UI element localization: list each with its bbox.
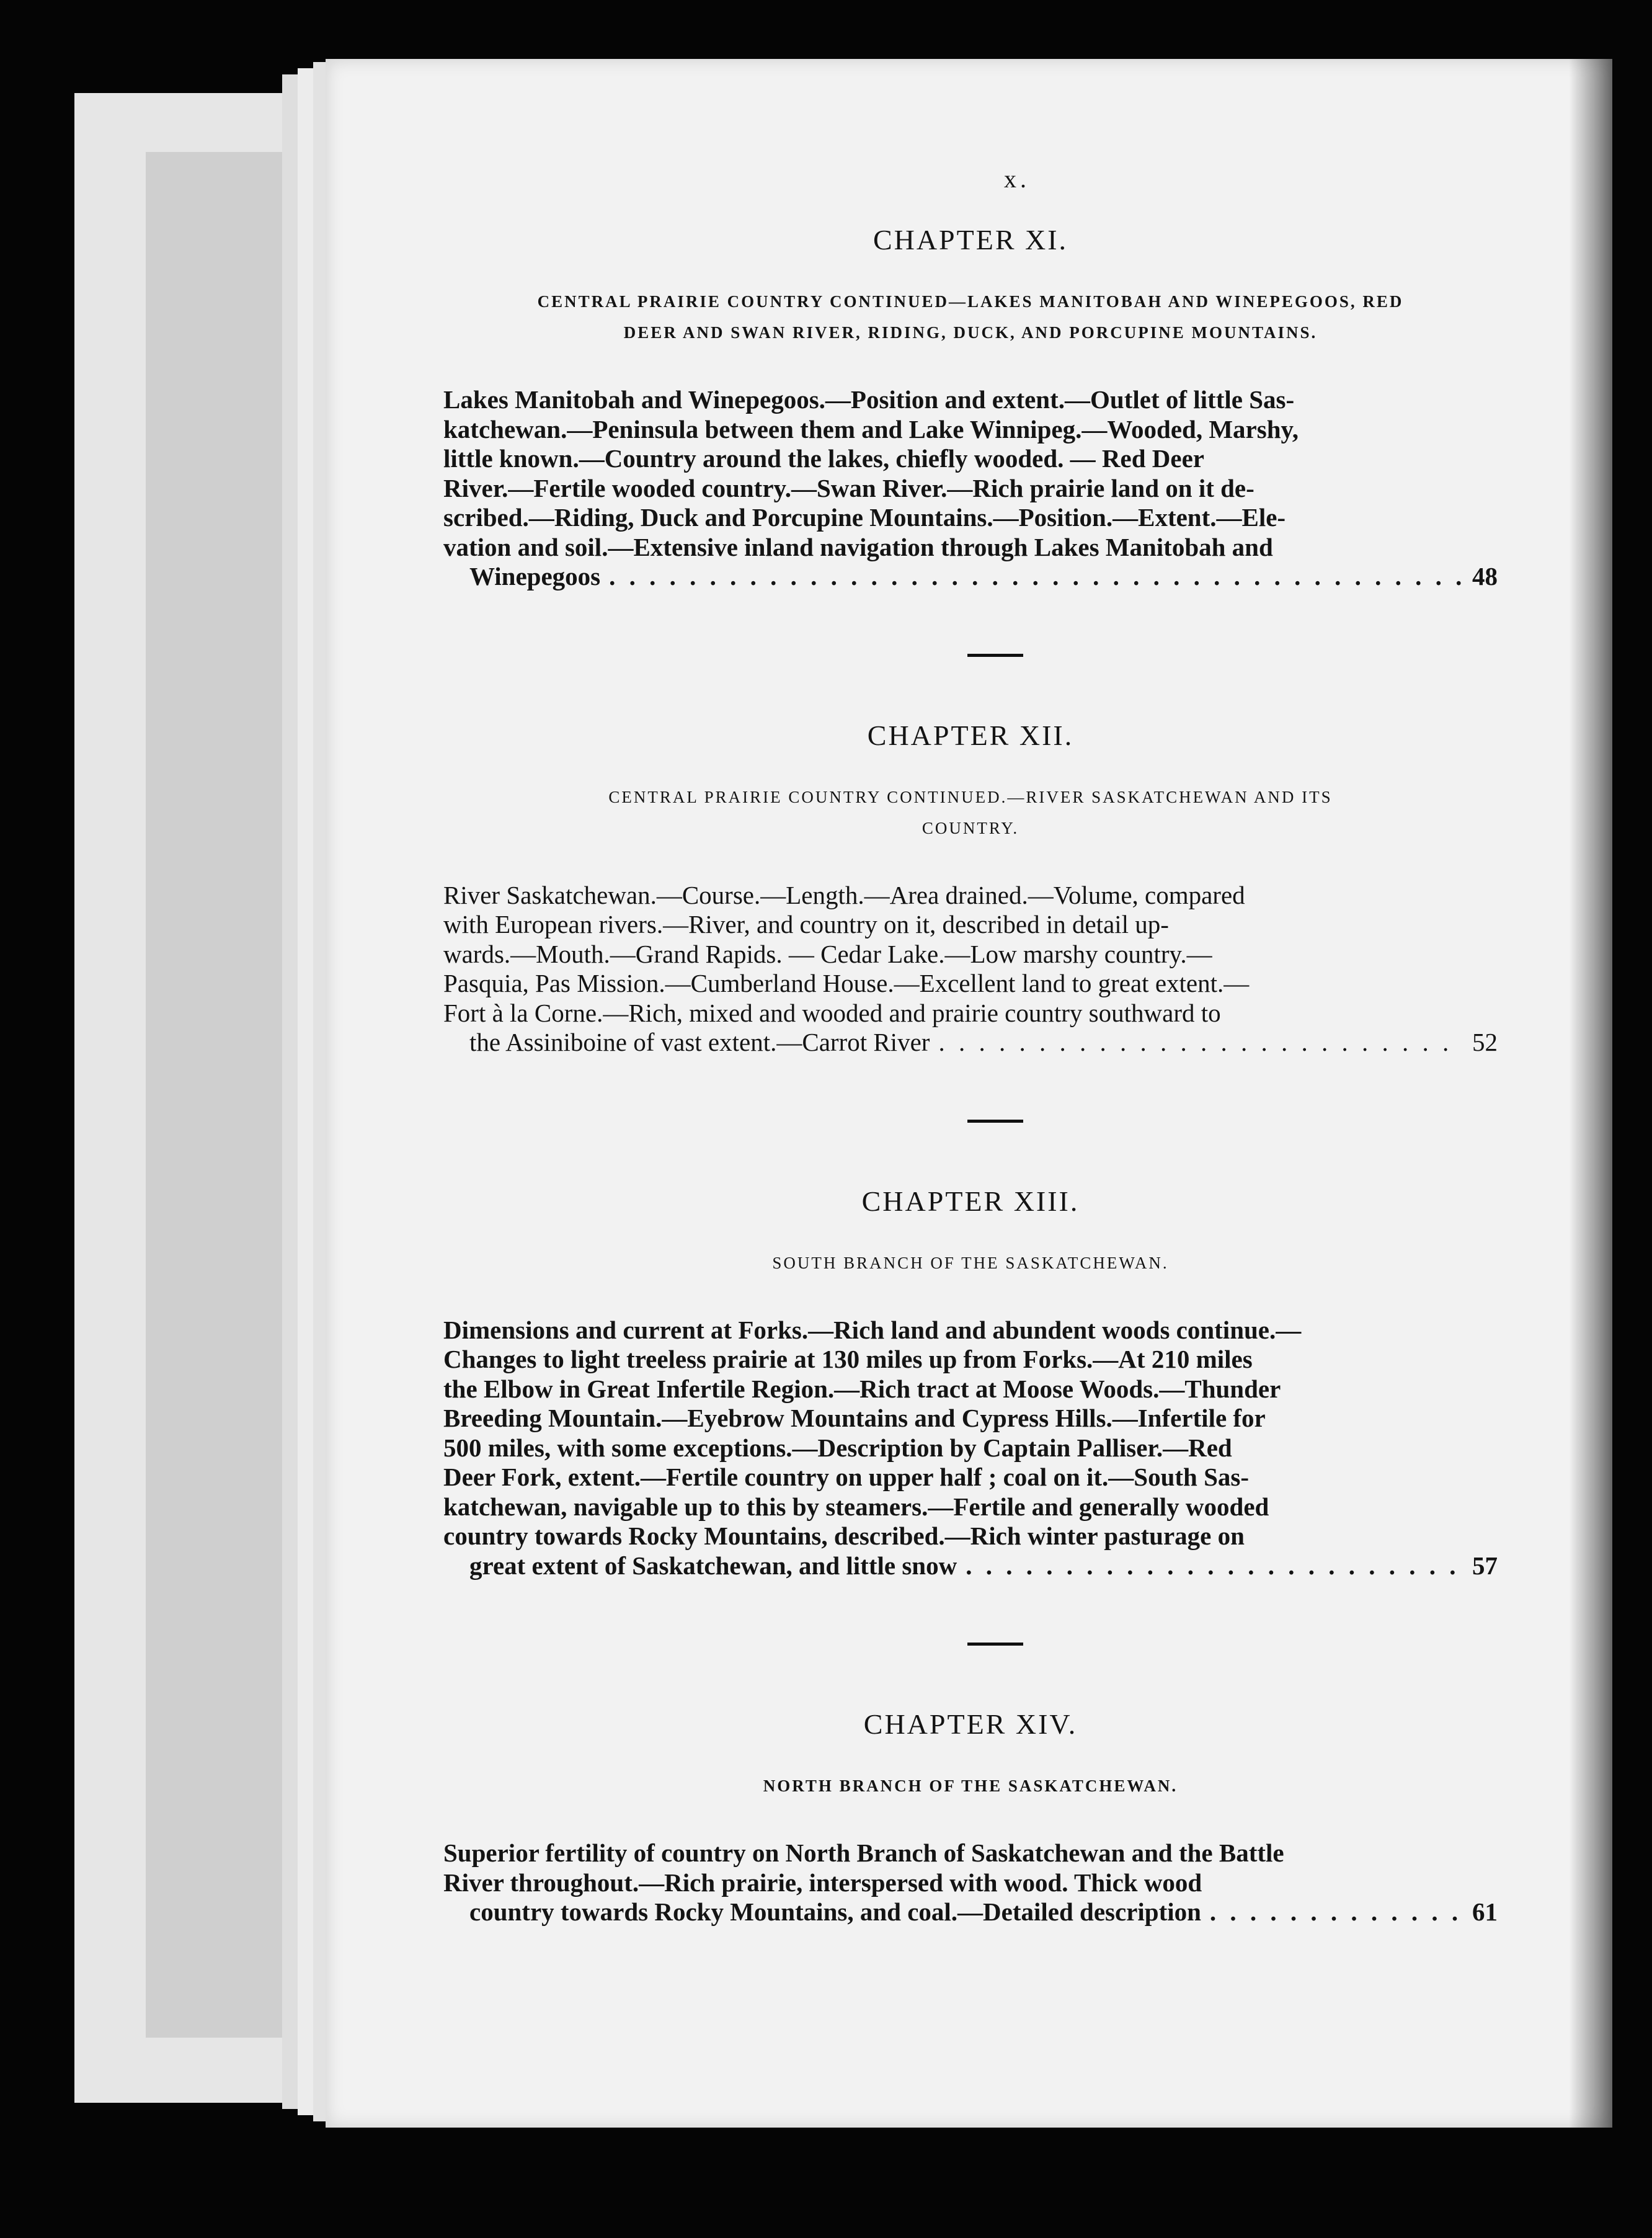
summary-line: little known.—Country around the lakes, chiefly wooded. — Red Deer	[443, 444, 1204, 473]
chapter-summary	[443, 1839, 1498, 1927]
summary-line: River.—Fertile wooded country.—Swan River.—Rich prairie land on it de-	[443, 473, 1255, 502]
chapter-xii	[443, 719, 1498, 1058]
summary-line: Winepegoos	[469, 562, 601, 591]
binding-shadow	[1569, 59, 1612, 2128]
chapter-title: CHAPTER XII.	[867, 719, 1074, 751]
chapter-title: CHAPTER XIV.	[863, 1708, 1078, 1740]
subtitle-line: SOUTH BRANCH OF THE SASKATCHEWAN.	[772, 1253, 1169, 1272]
chapter-subtitle	[443, 286, 1498, 348]
chapter-summary	[443, 881, 1498, 1058]
summary-last-line	[469, 562, 1498, 592]
summary-line: katchewan, navigable up to this by steamers.—Fertile and generally wooded	[443, 1492, 1269, 1521]
summary-line: katchewan.—Peninsula between them and Lake Winnipeg.—Wooded, Marshy,	[443, 414, 1299, 444]
summary-line: 500 miles, with some exceptions.—Description by Captain Palliser.—Red	[443, 1433, 1232, 1462]
summary-last-line	[469, 1551, 1498, 1581]
page-number: 48	[1472, 562, 1498, 591]
summary-line: country towards Rocky Mountains, described.—Rich winter pasturage on	[443, 1522, 1245, 1550]
document-page	[326, 59, 1612, 2128]
summary-line: country towards Rocky Mountains, and coal.—Detailed description	[469, 1897, 1201, 1926]
subtitle-line: CENTRAL PRAIRIE COUNTRY CONTINUED—LAKES MANITOBAH AND WINEPEGOOS, RED	[537, 292, 1404, 311]
summary-line: Lakes Manitobah and Winepegoos.—Position and extent.—Outlet of little Sas-	[443, 385, 1295, 414]
chapter-summary	[443, 385, 1498, 592]
section-rule	[967, 1643, 1023, 1646]
summary-line: Dimensions and current at Forks.—Rich land and abundent woods continue.—	[443, 1315, 1302, 1344]
section-rule	[967, 654, 1023, 657]
summary-last-line	[469, 1028, 1498, 1058]
summary-line: Changes to light treeless prairie at 130 miles up from Forks.—At 210 miles	[443, 1345, 1253, 1373]
summary-line: the Assiniboine of vast extent.—Carrot River	[469, 1028, 930, 1056]
chapter-subtitle	[443, 782, 1498, 844]
summary-line: Deer Fork, extent.—Fertile country on upper half ; coal on it.—South Sas-	[443, 1463, 1250, 1491]
dot-leader	[966, 1551, 1463, 1581]
summary-line: Fort à la Corne.—Rich, mixed and wooded and prairie country southward to	[443, 998, 1221, 1027]
summary-line: great extent of Saskatchewan, and little snow	[469, 1551, 957, 1580]
chapter-title: CHAPTER XI.	[873, 224, 1068, 256]
summary-line: Superior fertility of country on North Branch of Saskatchewan and the Battle	[443, 1839, 1284, 1867]
chapter-title: CHAPTER XIII.	[861, 1185, 1080, 1217]
summary-line: River throughout.—Rich prairie, interspersed with wood. Thick wood	[443, 1868, 1202, 1897]
summary-line: vation and soil.—Extensive inland navigation through Lakes Manitobah and	[443, 532, 1273, 561]
summary-line: River Saskatchewan.—Course.—Length.—Area drained.—Volume, compared	[443, 880, 1245, 909]
page-number: 52	[1472, 1028, 1498, 1056]
summary-line: the Elbow in Great Infertile Region.—Rich tract at Moose Woods.—Thunder	[443, 1374, 1281, 1403]
chapter-xiv	[443, 1708, 1498, 1927]
page-folio: x.	[1004, 165, 1030, 193]
chapter-subtitle	[443, 1770, 1498, 1801]
chapter-xiii	[443, 1185, 1498, 1581]
summary-last-line	[469, 1897, 1498, 1927]
summary-line: wards.—Mouth.—Grand Rapids. — Cedar Lake.—Low marshy country.—	[443, 939, 1212, 968]
summary-line: Pasquia, Pas Mission.—Cumberland House.—Excellent land to great extent.—	[443, 969, 1250, 997]
chapter-subtitle	[443, 1247, 1498, 1278]
page-number: 57	[1472, 1551, 1498, 1580]
summary-line: scribed.—Riding, Duck and Porcupine Mountains.—Position.—Extent.—Ele-	[443, 503, 1286, 532]
page-number: 61	[1472, 1897, 1498, 1926]
section-rule	[967, 1120, 1023, 1123]
summary-line: with European rivers.—River, and country on it, described in detail up-	[443, 910, 1169, 938]
summary-line: Breeding Mountain.—Eyebrow Mountains and Cypress Hills.—Infertile for	[443, 1404, 1266, 1432]
dot-leader	[1210, 1897, 1463, 1927]
table-of-contents	[443, 164, 1498, 1927]
chapter-xi	[443, 223, 1498, 592]
subtitle-line: CENTRAL PRAIRIE COUNTRY CONTINUED.—RIVER SASKATCHEWAN AND ITS	[608, 787, 1333, 806]
dot-leader	[609, 562, 1463, 592]
subtitle-line: NORTH BRANCH OF THE SASKATCHEWAN.	[763, 1777, 1178, 1795]
subtitle-line: DEER AND SWAN RIVER, RIDING, DUCK, AND PORCUPINE MOUNTAINS.	[623, 323, 1318, 342]
subtitle-line: COUNTRY.	[921, 818, 1019, 837]
dot-leader	[938, 1028, 1463, 1058]
chapter-summary	[443, 1316, 1498, 1581]
